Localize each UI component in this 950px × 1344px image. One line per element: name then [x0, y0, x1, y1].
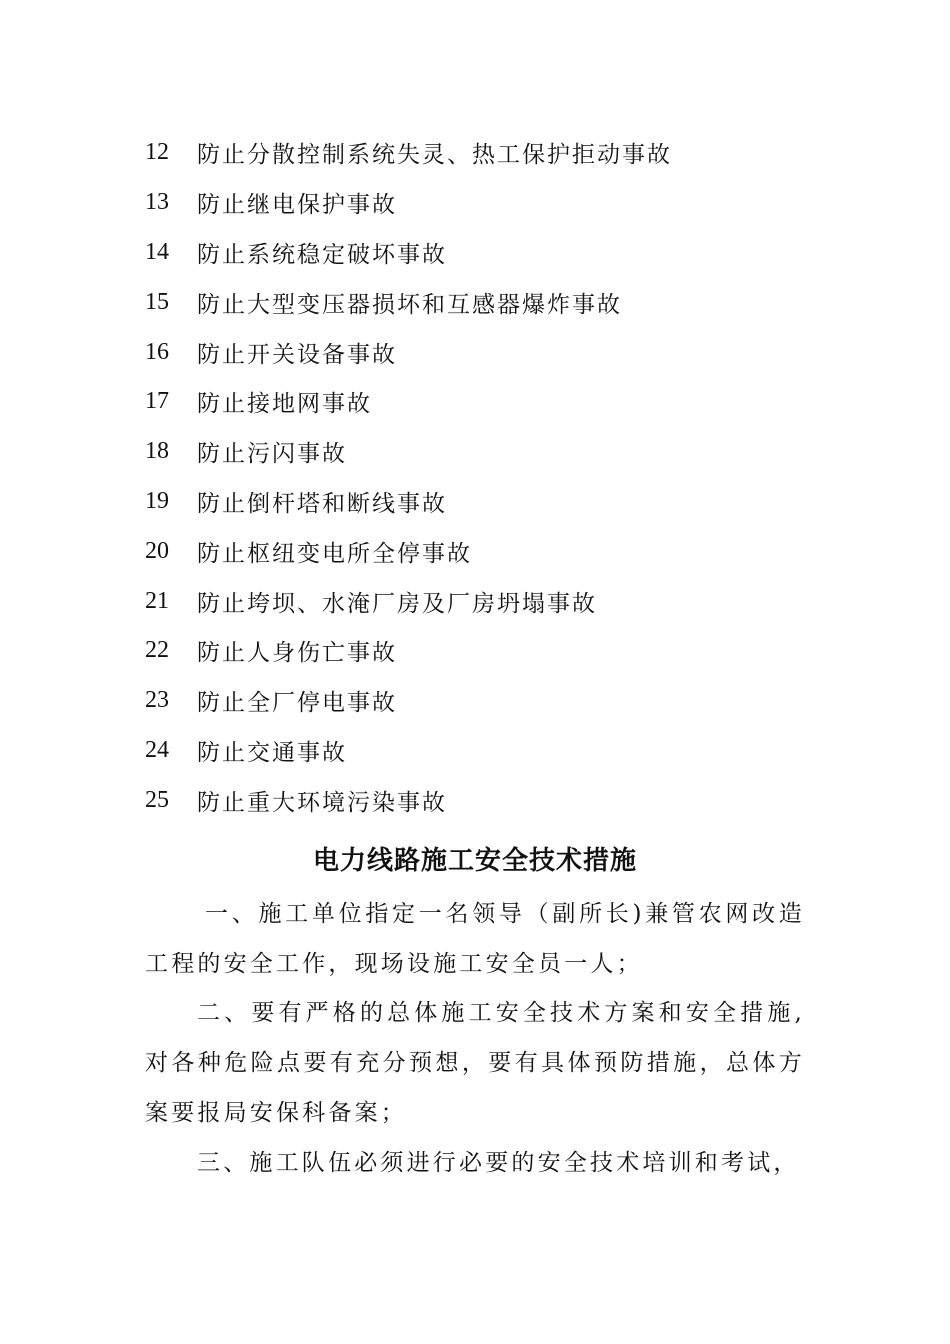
- item-number: 24: [145, 736, 169, 763]
- list-item: [145, 377, 845, 427]
- item-number: 14: [145, 238, 169, 265]
- item-number: 17: [145, 388, 169, 415]
- item-text: 防止重大环境污染事故: [197, 789, 447, 816]
- item-number: 20: [145, 537, 169, 564]
- list-item: [145, 327, 845, 377]
- list-item: [145, 626, 845, 676]
- item-number: 16: [145, 338, 169, 365]
- list-item: [145, 526, 845, 576]
- item-number: 18: [145, 438, 169, 465]
- item-text: 防止枢纽变电所全停事故: [197, 540, 472, 567]
- list-item: [145, 477, 845, 527]
- item-number: 13: [145, 189, 169, 216]
- list-item: [145, 128, 845, 178]
- paragraph-1: 一、施工单位指定一名领导（副所长)兼管农网改造工程的安全工作，现场设施工安全员一人；: [145, 901, 805, 977]
- item-text: 防止全厂停电事故: [197, 690, 397, 717]
- list-item: [145, 775, 845, 825]
- list-item: [145, 427, 845, 477]
- item-text: 防止继电保护事故: [197, 192, 397, 219]
- item-text: 防止系统稳定破坏事故: [197, 241, 447, 268]
- item-text: 防止分散控制系统失灵、热工保护拒动事故: [197, 142, 672, 169]
- list-item: [145, 178, 845, 228]
- accident-prevention-list: [145, 128, 845, 825]
- item-text: 防止人身伤亡事故: [197, 640, 397, 667]
- item-number: 15: [145, 288, 169, 315]
- item-text: 防止污闪事故: [197, 441, 347, 468]
- item-number: 25: [145, 786, 169, 813]
- item-number: 23: [145, 687, 169, 714]
- list-item: [145, 228, 845, 278]
- list-item: [145, 277, 845, 327]
- item-text: 防止倒杆塔和断线事故: [197, 490, 447, 517]
- paragraph-2: 二、要有严格的总体施工安全技术方案和安全措施,对各种危险点要有充分预想，要有具体预防措施，总体方案要报局安保科备案；: [145, 1000, 805, 1126]
- item-text: 防止交通事故: [197, 739, 347, 766]
- item-text: 防止开关设备事故: [197, 341, 397, 368]
- item-text: 防止大型变压器损坏和互感器爆炸事故: [197, 291, 622, 318]
- list-item: [145, 726, 845, 776]
- paragraph-3: 三、施工队伍必须进行必要的安全技术培训和考试，: [197, 1150, 800, 1176]
- list-item: [145, 576, 845, 626]
- item-number: 12: [145, 139, 169, 166]
- item-text: 防止接地网事故: [197, 391, 372, 418]
- item-text: 防止垮坝、水淹厂房及厂房坍塌事故: [197, 590, 597, 617]
- list-item: [145, 676, 845, 726]
- item-number: 21: [145, 587, 169, 614]
- item-number: 22: [145, 637, 169, 664]
- section-title: 电力线路施工安全技术措施: [312, 846, 637, 876]
- item-number: 19: [145, 487, 169, 514]
